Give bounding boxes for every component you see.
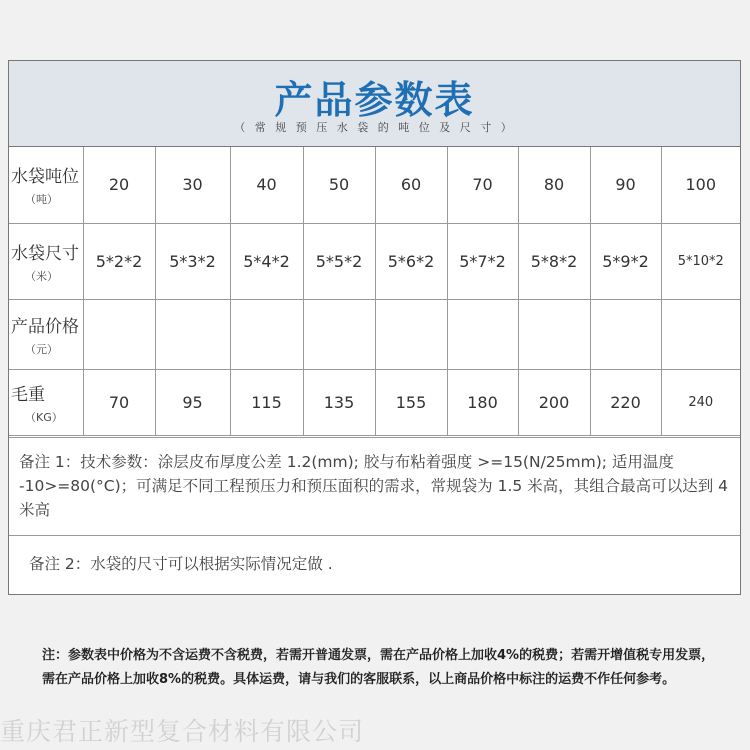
row-unit: （吨） xyxy=(25,193,58,207)
table-cell: 90 xyxy=(590,147,661,223)
table-cell xyxy=(303,299,375,369)
row-label: 毛重 xyxy=(11,384,45,405)
page-subtitle: （ 常 规 预 压 水 袋 的 吨 位 及 尺 寸 ） xyxy=(234,121,515,134)
table-header xyxy=(9,61,740,147)
table-cell: 70 xyxy=(447,147,518,223)
table-cell: 30 xyxy=(155,147,230,223)
table-cell: 100 xyxy=(661,147,740,223)
table-cell: 5*5*2 xyxy=(303,223,375,299)
table-cell: 20 xyxy=(83,147,155,223)
table-cell: 115 xyxy=(230,369,303,435)
table-cell: 5*3*2 xyxy=(155,223,230,299)
table-cell xyxy=(230,299,303,369)
table-row xyxy=(9,369,740,435)
company-watermark: 重庆君正新型复合材料有限公司 xyxy=(0,717,365,746)
row-label: 产品价格 xyxy=(11,316,79,337)
table-cell: 5*9*2 xyxy=(590,223,661,299)
table-cell: 50 xyxy=(303,147,375,223)
table-cell: 80 xyxy=(518,147,590,223)
row-label: 水袋吨位 xyxy=(11,167,79,188)
row-unit: （米） xyxy=(25,269,58,283)
table-cell xyxy=(447,299,518,369)
table-cell xyxy=(155,299,230,369)
table-row xyxy=(9,147,740,223)
table-cell: 95 xyxy=(155,369,230,435)
table-row xyxy=(9,223,740,299)
row-label: 水袋尺寸 xyxy=(11,243,79,264)
table-cell: 70 xyxy=(83,369,155,435)
table-cell: 5*2*2 xyxy=(83,223,155,299)
table-cell: 200 xyxy=(518,369,590,435)
row-label-cell xyxy=(9,369,83,435)
parameter-table-frame xyxy=(8,60,741,595)
note-1: 备注 1：技术参数：涂层皮布厚度公差 1.2(mm); 胶与布粘着强度 >=15(N/25mm); 适用温度 -10>=80(°C)；可满足不同工程预压力和预压面积的需求，常规袋为 1.5 米高，其组合最高可以达到 4 米高 xyxy=(9,437,740,535)
note-2: 备注 2：水袋的尺寸可以根据实际情况定做 . xyxy=(9,535,740,594)
table-cell: 60 xyxy=(375,147,447,223)
row-unit: （KG） xyxy=(25,410,63,424)
table-row xyxy=(9,299,740,369)
footnote: 注：参数表中价格为不含运费不含税费，若需开普通发票，需在产品价格上加收4%的税费；若需开增值税专用发票，需在产品价格上加收8%的税费。具体运费，请与我们的客服联系，以上商品价格中标注的运费不作任何参考。 xyxy=(42,648,715,687)
table-cell: 155 xyxy=(375,369,447,435)
table-cell: 5*7*2 xyxy=(447,223,518,299)
row-label-cell xyxy=(9,147,83,223)
table-cell: 135 xyxy=(303,369,375,435)
table-cell: 240 xyxy=(661,369,740,435)
table-cell: 220 xyxy=(590,369,661,435)
table-cell xyxy=(375,299,447,369)
row-label-cell xyxy=(9,299,83,369)
table-cell: 5*6*2 xyxy=(375,223,447,299)
table-cell: 5*8*2 xyxy=(518,223,590,299)
table-cell xyxy=(518,299,590,369)
table-cell: 5*4*2 xyxy=(230,223,303,299)
table-cell xyxy=(590,299,661,369)
table-cell: 40 xyxy=(230,147,303,223)
page-title: 产品参数表 xyxy=(274,78,475,122)
row-unit: （元） xyxy=(25,342,58,356)
table-cell xyxy=(661,299,740,369)
row-label-cell xyxy=(9,223,83,299)
parameter-table xyxy=(9,147,740,436)
table-cell: 5*10*2 xyxy=(661,223,740,299)
table-cell xyxy=(83,299,155,369)
table-cell: 180 xyxy=(447,369,518,435)
